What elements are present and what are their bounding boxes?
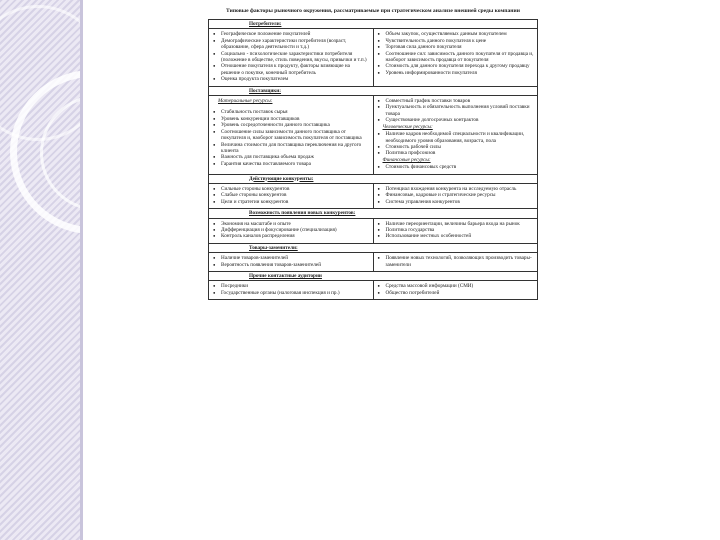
factor-list <box>377 255 535 268</box>
section-heading: Действующие конкуренты: <box>249 175 314 182</box>
list-item: ● Политика профсоюзов <box>377 150 535 156</box>
factor-list <box>377 164 535 170</box>
factor-list <box>377 283 535 296</box>
list-item: ● Появление новых технологий, позволяющих производить товары-заменители <box>377 255 535 268</box>
list-item: ● Дифференциация и фокусирование (специализация) <box>212 227 370 233</box>
list-item: ● Вероятность появления товаров-заменителей <box>212 262 370 268</box>
list-item: ● Система управления конкурентов <box>377 199 535 205</box>
table-section <box>208 19 538 87</box>
list-item: ● Стоимость рабочей силы <box>377 144 535 150</box>
factor-list <box>212 186 370 205</box>
list-item: ● Посредники <box>212 283 370 289</box>
list-item: ● Политика государства <box>377 227 535 233</box>
left-column <box>209 281 374 299</box>
list-item: ● Экономия на масштабе и опыте <box>212 221 370 227</box>
factor-table <box>208 19 538 300</box>
list-item: ● Важность для поставщика объема продаж <box>212 154 370 160</box>
list-item: ● Географическое положение покупателей <box>212 31 370 37</box>
list-item: ● Государственные органы (налоговая инспекция и пр.) <box>212 290 370 296</box>
left-column <box>209 29 374 85</box>
list-item: ● Средства массовой информации (СМИ) <box>377 283 535 289</box>
factor-list <box>212 109 370 167</box>
right-column <box>374 219 538 243</box>
list-item: ● Оценка продукта покупателем <box>212 76 370 82</box>
list-item: ● Уровень информированности покупателя <box>377 70 535 76</box>
list-item: ● Демографические характеристики потребителя (возраст, образование, сфера деятельности и т.д.) <box>212 38 370 51</box>
list-item: ● Наличие кадров необходимой специальности и квалификации, необходимого уровня образования, возраста, пола <box>377 131 535 144</box>
list-item: ● Объем закупок, осуществляемых данным покупателем <box>377 31 535 37</box>
section-heading: Товары-заменители: <box>249 244 298 251</box>
subheading: Финансовые ресурсы: <box>382 156 431 163</box>
table-section <box>208 175 538 210</box>
section-heading: Возможность появления новых конкурентов: <box>249 210 356 217</box>
table-section <box>208 272 538 300</box>
right-column <box>374 96 538 173</box>
list-item: ● Соотношение сил: зависимость данного покупателя от продавца и, наоборот зависимость продавца от покупателя <box>377 51 535 64</box>
section-heading: Прочие контактные аудитории <box>249 273 322 279</box>
subheading: Человеческие ресурсы: <box>382 123 433 130</box>
section-columns <box>209 218 537 243</box>
subheading: Материальные ресурсы: <box>218 98 273 105</box>
factor-list <box>377 186 535 205</box>
list-item: ● Социально - психологические характеристики потребителя (положение в обществе, стиль поведения, вкусы, привычки и т.п.) <box>212 51 370 64</box>
factor-list <box>212 221 370 240</box>
list-item: ● Потенциал вхождения конкурента на исследуемую отрасль <box>377 186 535 192</box>
list-item: ● Отношение покупателя к продукту, факторы влияющие на решение о покупке, конечный потребитель <box>212 63 370 76</box>
right-column <box>374 29 538 85</box>
list-item: ● Совместный график поставки товаров <box>377 98 535 104</box>
section-heading: Потребители: <box>249 21 282 27</box>
factor-list <box>212 255 370 268</box>
list-item: ● Использование местных особенностей <box>377 233 535 239</box>
right-column <box>374 184 538 208</box>
list-item: ● Уровень сосредоточенности данного поставщика <box>212 122 370 128</box>
right-column <box>374 281 538 299</box>
left-column <box>209 184 374 208</box>
list-item: ● Величина стоимости для поставщика переключения на другого клиента <box>212 142 370 155</box>
list-item: ● Финансовые, кадровые и стратегические ресурсы <box>377 192 535 198</box>
list-item: ● Стоимость финансовых средств <box>377 164 535 170</box>
list-item: ● Соотношение силы зависимости данного поставщика от покупателя и, наоборот зависимость покупателя от поставщика <box>212 129 370 142</box>
list-item: ● Контроль каналов распределения <box>212 233 370 239</box>
table-section <box>208 209 538 244</box>
factor-list <box>377 31 535 76</box>
list-item: ● Торговая сила данного покупателя <box>377 44 535 50</box>
left-column <box>209 253 374 271</box>
factor-list <box>377 131 535 157</box>
section-columns <box>209 252 537 271</box>
list-item: ● Цели и стратегии конкурентов <box>212 199 370 205</box>
section-columns <box>209 280 537 299</box>
factor-list <box>212 283 370 296</box>
right-column <box>374 253 538 271</box>
table-section <box>208 244 538 272</box>
section-columns <box>209 28 537 85</box>
factor-list <box>377 98 535 124</box>
list-item: ● Слабые стороны конкурентов <box>212 192 370 198</box>
list-item: ● Стабильность поставок сырья <box>212 109 370 115</box>
document-page <box>208 8 538 524</box>
section-columns <box>209 183 537 208</box>
list-item: ● Существование долгосрочных контрактов <box>377 117 535 123</box>
list-item: ● Пунктуальность и обязательность выполнения условий поставки товара <box>377 104 535 117</box>
stripe-edge <box>80 0 83 540</box>
left-column <box>209 96 374 173</box>
table-section <box>208 87 538 175</box>
left-column <box>209 219 374 243</box>
factor-list <box>212 31 370 82</box>
decorative-stripe-panel <box>0 0 80 540</box>
list-item: ● Общество потребителей <box>377 290 535 296</box>
document-title: Типовые факторы рыночного окружения, рассматриваемые при стратегическом анализе внешней среды компании <box>226 8 520 14</box>
list-item: ● Наличие товаров-заменителей <box>212 255 370 261</box>
list-item: ● Чувствительность данного покупателя к цене <box>377 38 535 44</box>
list-item: ● Сильные стороны конкурентов <box>212 186 370 192</box>
section-columns <box>209 95 537 173</box>
section-heading: Поставщики: <box>249 87 282 94</box>
factor-list <box>377 221 535 240</box>
list-item: ● Наличие переориентации, величины барьера входа на рынок <box>377 221 535 227</box>
list-item: ● Гарантия качества поставляемого товара <box>212 161 370 167</box>
list-item: ● Уровень конкуренции поставщиков <box>212 116 370 122</box>
list-item: ● Стоимость для данного покупателя перехода к другому продавцу <box>377 63 535 69</box>
